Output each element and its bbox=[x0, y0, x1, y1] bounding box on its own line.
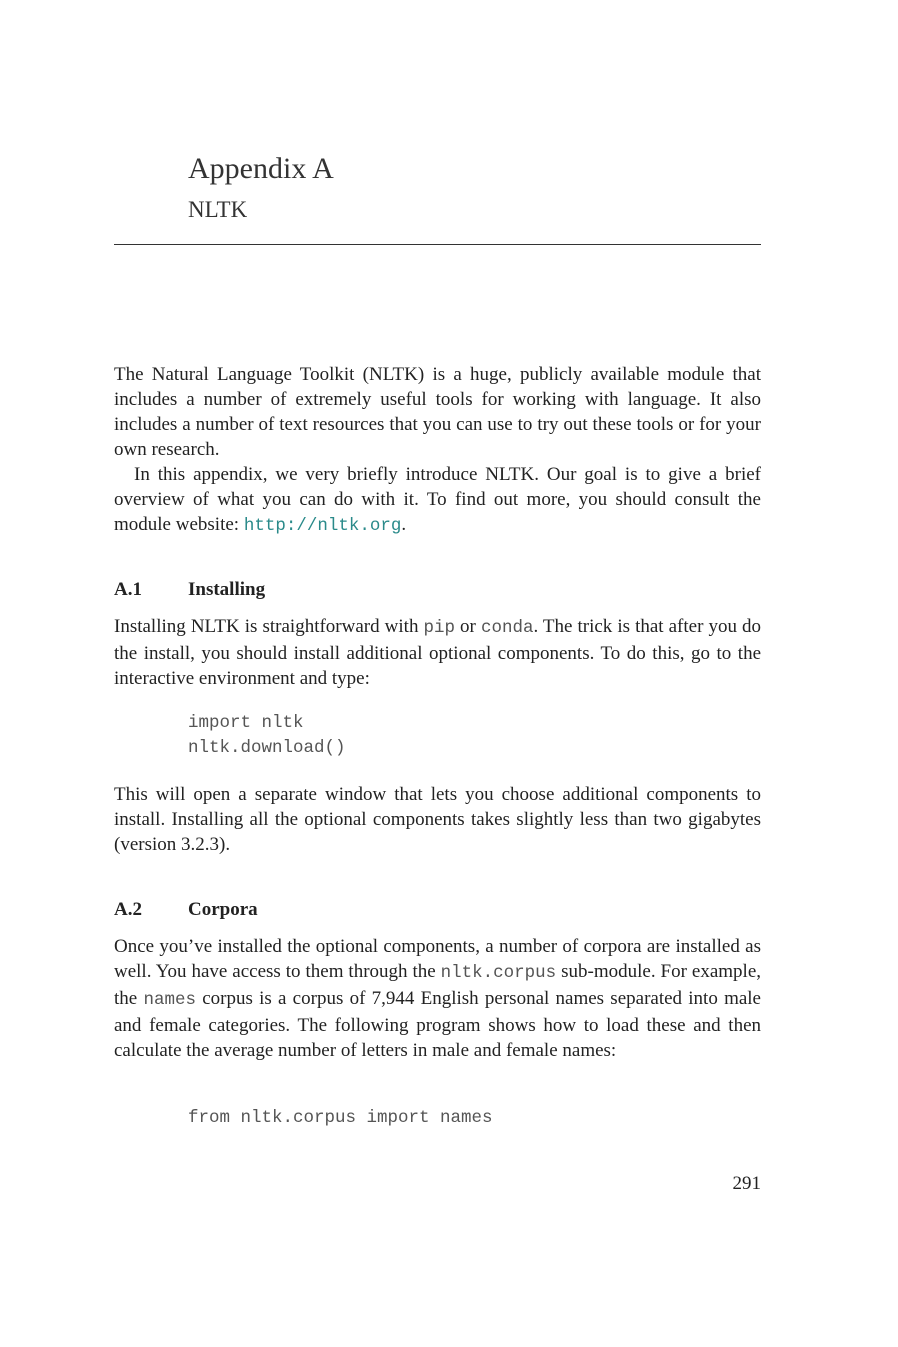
intro-paragraph-2-end: . bbox=[401, 514, 407, 535]
section-heading-corpora bbox=[114, 897, 761, 922]
installing-text-c: . The trick is that after you do the install, you should install additional optional components. To do this, go to the interactive environment and type: bbox=[114, 616, 762, 689]
code-line: from nltk.corpus import names bbox=[188, 1108, 493, 1128]
chapter-rule bbox=[114, 244, 761, 245]
corpora-text-c: corpus is a corpus of 7,944 English personal names separated into male and female categories. The following program shows how to load these and then calculate the average number of letters in male and female names: bbox=[114, 988, 761, 1061]
names-code: names bbox=[143, 990, 196, 1010]
pip-code: pip bbox=[423, 618, 456, 638]
intro-paragraph-2 bbox=[114, 462, 761, 539]
intro-paragraph-2-text: In this appendix, we very briefly introduce NLTK. Our goal is to give a brief overview of what you can do with it. To find out more, you should consult the module website: bbox=[114, 464, 761, 535]
code-line: nltk.download() bbox=[188, 738, 346, 758]
corpora-text-a: Once you’ve installed the optional components, a number of corpora are installed as well. You have access to them through the bbox=[114, 936, 761, 982]
installing-paragraph-1 bbox=[114, 614, 761, 691]
installing-paragraph-2: This will open a separate window that lets you choose additional components to install. Installing all the optional components takes slightly less than two gigabytes (version 3.2.3). bbox=[114, 784, 761, 855]
chapter-label: Appendix A bbox=[188, 152, 334, 185]
section-title: Installing bbox=[188, 579, 266, 600]
intro-paragraph-1: The Natural Language Toolkit (NLTK) is a huge, publicly available module that includes a number of extremely useful tools for working with language. It also includes a number of text resources that you can use to try out these tools or for your own research. bbox=[114, 364, 761, 460]
installing-text-a: Installing NLTK is straightforward with bbox=[114, 616, 424, 637]
section-number: A.2 bbox=[114, 899, 142, 920]
section-title: Corpora bbox=[188, 899, 258, 920]
chapter-title: NLTK bbox=[188, 197, 248, 222]
module-website-link[interactable]: http://nltk.org bbox=[243, 516, 402, 536]
corpora-paragraph-1 bbox=[114, 934, 761, 1063]
conda-code: conda bbox=[480, 618, 534, 638]
corpora-text-b: sub-module. For example, the bbox=[114, 961, 761, 1009]
installing-text-b: or bbox=[455, 616, 481, 637]
code-line: import nltk bbox=[188, 713, 304, 733]
section-heading-installing bbox=[114, 577, 761, 602]
section-number: A.1 bbox=[114, 579, 142, 600]
corpora-code-block bbox=[188, 1106, 493, 1131]
nltk-corpus-code: nltk.corpus bbox=[440, 963, 557, 983]
page-number: 291 bbox=[732, 1173, 761, 1194]
install-code-block bbox=[188, 711, 346, 761]
